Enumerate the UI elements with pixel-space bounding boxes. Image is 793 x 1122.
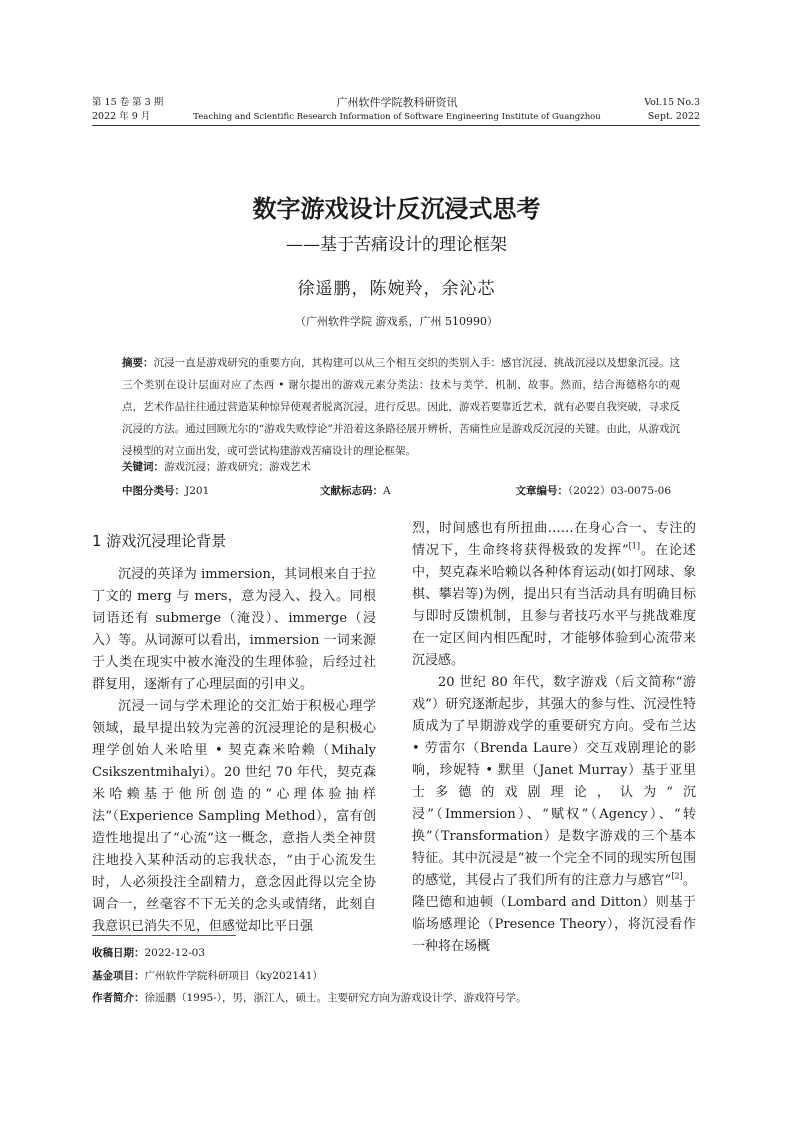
date-en: Sept. 2022	[647, 111, 700, 122]
abstract-label: 摘要：	[122, 357, 154, 369]
author-bio-label: 作者简介：	[92, 992, 145, 1004]
citation-ref: [1]	[628, 541, 640, 551]
received-label: 收稿日期：	[92, 947, 145, 959]
issue-date: 2022 年 9 月	[92, 111, 151, 122]
document-code-value: A	[383, 485, 391, 497]
paragraph-text: 。在论述中，契克森米哈赖以各种体育运动(如打网球、象棋、攀岩等)为例，提出只有当活动具有明确目标与即时反馈机制，且参与者技巧水平与挑战难度在一定区间内相匹配时，才能够体验到心流带来沉浸感。	[412, 543, 696, 668]
right-column	[412, 518, 696, 958]
author-bio	[92, 990, 527, 1006]
keywords-text: 游戏沉浸；游戏研究；游戏艺术	[164, 461, 311, 473]
citation-ref: [2]	[671, 871, 683, 881]
journal-name-cn: 广州软件学院教科研资讯	[336, 96, 458, 109]
volume-en-line: Vol.15 No.3	[644, 97, 700, 108]
paragraph	[412, 518, 696, 672]
paragraph-text: 20 世纪 80 年代，数字游戏（后文简称“游戏”）研究逐渐起步，其强大的参与性、沉浸性特质成为了早期游戏学的重要研究方向。受布兰达 • 劳雷尔（Brenda Laure）交互戏剧理论的影响，珍妮特 • 默里（Janet Murray）基于亚里士多德的戏剧理论，认为“沉浸”（Immersion）、“赋权”（Agency）、“转换”（Transformation）是数字游戏的三个基本特征。其中沉浸是“被一个完全不同的现实所包围的感觉，其侵占了我们所有的注意力与感官”	[412, 675, 696, 888]
journal-name-en: Teaching and Scientific Research Information of Software Engineering Institute of Guangzhou	[193, 112, 601, 122]
paragraph-text: 。隆巴德和迪顿（Lombard and Ditton）则基于临场感理论（Presence Theory），将沉浸看作一种将在场概	[412, 873, 696, 954]
paragraph: 沉浸一词与学术理论的交汇始于积极心理学领域，最早提出较为完善的沉浸理论的是积极心理学创始人米哈里 • 契克森米哈赖（Mihaly Csikszentmihalyi）。20 世纪 70 年代，契克森米哈赖基于他所创造的“心理体验抽样法”（Experience Sampling Method），富有创造性地提出了“心流”这一概念，意指人类全神贯注地投入某种活动的忘我状态，“由于心流发生时，人必须投注全副精力，意念因此得以完全协调合一，丝毫容不下无关的念头或情绪，此刻自我意识已消失不见，但感觉却比平日强	[92, 699, 376, 934]
keywords-label: 关键词：	[122, 461, 164, 473]
left-column	[92, 530, 376, 938]
received-value: 2022-12-03	[144, 947, 206, 959]
received-date	[92, 945, 205, 961]
abstract-text: 沉浸一直是游戏研究的重要方向，其构建可以从三个相互交织的类别入手：感官沉浸、挑战沉浸以及想象沉浸。这三个类别在设计层面对应了杰西 • 谢尔提出的游戏元素分类法：技术与美学、机制、故事。然而，结合海德格尔的观点，艺术作品往往通过营造某种惊异使观者脱离沉浸，进行反思。因此，游戏若要靠近艺术，就有必要自我突破，寻求反沉浸的方法。通过回顾尤尔的“游戏失败悖论”并沿着这条路径展开辨析，苦痛性应是游戏反沉浸的关键。由此，从游戏沉浸模型的对立面出发，或可尝试构建游戏苦痛设计的理论框架。	[122, 357, 681, 457]
article-subtitle: ——基于苦痛设计的理论框架	[286, 235, 507, 255]
journal-name	[192, 96, 602, 124]
footnote-rule	[92, 935, 236, 936]
article-number-value: （2022）03-0075-06	[567, 485, 671, 497]
article-number	[515, 483, 671, 499]
affiliation: （广州软件学院 游戏系，广州 510990）	[295, 315, 498, 328]
volume-en	[644, 96, 700, 124]
volume-issue	[92, 96, 163, 124]
document-code-label: 文献标志码：	[320, 485, 383, 497]
fund-project	[92, 968, 323, 984]
abstract	[122, 352, 680, 462]
fund-value: 广州软件学院科研项目（ky202141）	[144, 970, 323, 982]
header-rule	[92, 125, 700, 126]
keywords	[122, 458, 311, 476]
document-code	[320, 483, 391, 499]
author-list: 徐遥鹏，陈婉羚，余沁芯	[297, 279, 496, 299]
paragraph: 沉浸的英译为 immersion，其词根来自于拉丁文的 merg 与 mers，意为浸入、投入。同根词语还有 submerge（淹没）、immerge（浸入）等。从词源可以看出，immersion 一词来源于人类在现实中被水淹没的生理体验，后经过社群复用，逐渐有了心理层面的引申义。	[92, 567, 376, 692]
clc-value: J201	[185, 485, 210, 497]
author-bio-value: 徐遥鹏（1995-），男，浙江人，硕士。主要研究方向为游戏设计学、游戏符号学。	[144, 992, 527, 1004]
fund-label: 基金项目：	[92, 970, 145, 982]
section-heading: 1 游戏沉浸理论背景	[92, 532, 227, 550]
paragraph-text: 烈，时间感也有所扭曲……在身心合一、专注的情况下，生命终将获得极致的发挥”	[412, 521, 696, 558]
volume-issue-line: 第 15 卷 第 3 期	[92, 97, 164, 108]
clc-number	[122, 483, 209, 499]
article-number-label: 文章编号：	[515, 485, 568, 497]
paragraph	[412, 672, 696, 958]
clc-label: 中图分类号：	[122, 485, 185, 497]
article-title: 数字游戏设计反沉浸式思考	[252, 195, 541, 223]
